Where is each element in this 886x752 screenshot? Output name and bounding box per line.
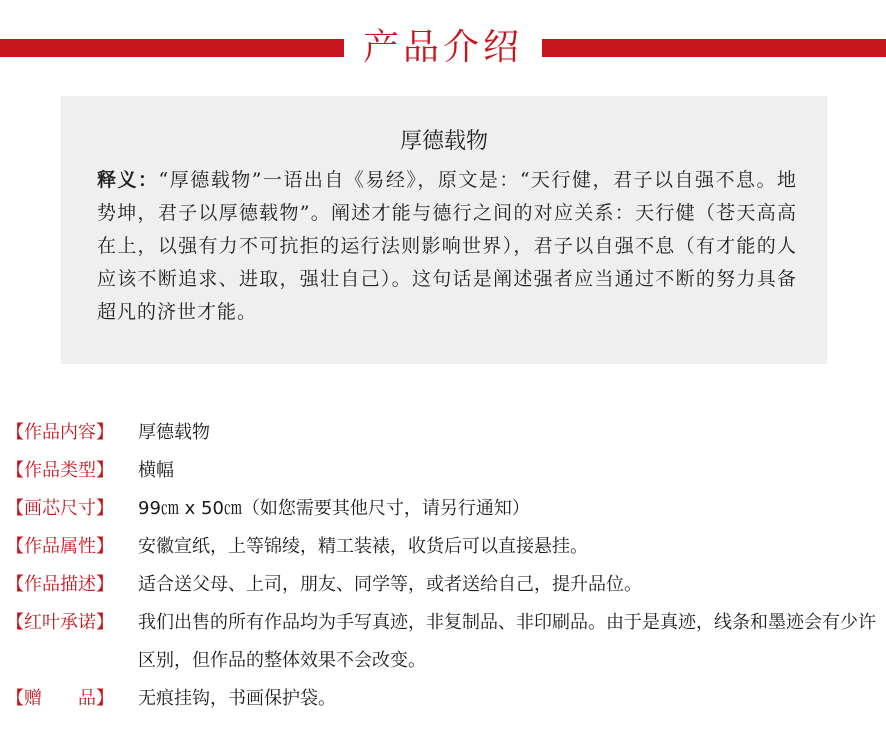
detail-label: 【作品内容】 [6, 422, 114, 443]
intro-box [61, 96, 827, 364]
section-title: 产品介绍 [362, 27, 523, 68]
detail-value: 安徽宣纸，上等锦绫，精工装裱，收货后可以直接悬挂。 [138, 536, 588, 557]
detail-label: 【红叶承诺】 [6, 612, 114, 633]
detail-row-gift [6, 680, 886, 718]
detail-value: 厚德载物 [138, 422, 210, 443]
header-bar-left [0, 39, 344, 57]
product-details [6, 414, 886, 718]
detail-row-attributes [6, 528, 886, 566]
detail-value: 99㎝ x 50㎝（如您需要其他尺寸，请另行通知） [138, 498, 530, 519]
detail-row-content [6, 414, 886, 452]
detail-label: 【作品类型】 [6, 460, 114, 481]
detail-value: 无痕挂钩，书画保护袋。 [138, 688, 336, 709]
detail-label: 【赠 品】 [6, 688, 114, 709]
intro-label: 释义： [97, 169, 159, 191]
intro-body: “厚德载物”一语出自《易经》，原文是：“天行健，君子以自强不息。地势坤，君子以厚德载物”。阐述才能与德行之间的对应关系：天行健（苍天高高在上，以强有力不可抗拒的运行法则影响世界），君子以自强不息（有才能的人应该不断追求、进取，强壮自己）。这句话是阐述强者应当通过不断的努力具备超凡的济世才能。 [97, 169, 797, 323]
detail-label: 【作品属性】 [6, 536, 114, 557]
detail-row-size [6, 490, 886, 528]
intro-title: 厚德载物 [399, 129, 488, 154]
header-bar-right [542, 39, 886, 57]
detail-label: 【作品描述】 [6, 574, 114, 595]
detail-row-type [6, 452, 886, 490]
detail-row-promise [6, 604, 886, 680]
detail-value: 横幅 [138, 460, 174, 481]
detail-label: 【画芯尺寸】 [6, 498, 114, 519]
intro-text [97, 164, 797, 329]
section-header [0, 24, 886, 72]
detail-value: 适合送父母、上司，朋友、同学等，或者送给自己，提升品位。 [138, 574, 642, 595]
detail-value: 我们出售的所有作品均为手写真迹，非复制品、非印刷品。由于是真迹，线条和墨迹会有少许区别，但作品的整体效果不会改变。 [138, 612, 876, 671]
detail-row-description [6, 566, 886, 604]
